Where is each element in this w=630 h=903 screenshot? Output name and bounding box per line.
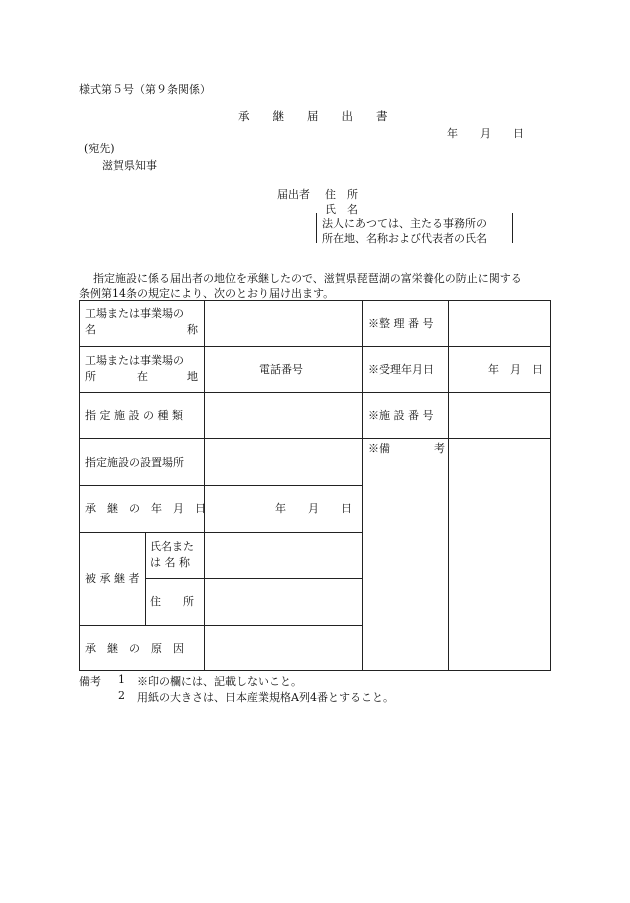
remarks-label: ※備 考	[368, 442, 445, 455]
facility-place-label: 指定施設の設置場所	[85, 456, 184, 469]
corporation-note-line2: 所在地、名称および代表者の氏名	[322, 232, 487, 245]
factory-name-label-1: 工場または事業場の	[85, 307, 184, 320]
facility-number-label: ※施 設 番 号	[368, 409, 434, 422]
reference-number-field[interactable]	[449, 301, 550, 346]
factory-name-label-2b: 称	[187, 323, 198, 336]
note-1-number: 1	[118, 673, 125, 686]
note-2-text: 用紙の大きさは、日本産業規格A列4番とすること。	[137, 691, 394, 704]
factory-name-field[interactable]	[205, 301, 362, 346]
facility-number-field[interactable]	[449, 393, 550, 438]
facility-type-field[interactable]	[205, 393, 362, 438]
succession-form-table	[79, 300, 551, 671]
date-line: 年 月 日	[447, 127, 524, 140]
succession-reason-label: 承 継 の 原 因	[85, 642, 184, 655]
predecessor-name-label-1: 氏名また	[150, 540, 194, 553]
reference-number-label: ※整 理 番 号	[368, 317, 434, 330]
notifier-name-label: 氏 名	[325, 203, 358, 216]
form-number: 様式第５号（第９条関係）	[79, 83, 211, 96]
factory-address-label-2a: 所	[85, 370, 96, 383]
addressee: 滋賀県知事	[102, 159, 157, 172]
predecessor-address-field[interactable]	[205, 579, 362, 625]
receipt-date-label: ※受理年月日	[368, 363, 434, 376]
factory-address-label-2b: 在	[137, 370, 148, 383]
body-text-line1: 指定施設に係る届出者の地位を承継したので、滋賀県琵琶湖の富栄養化の防止に関する	[93, 272, 522, 285]
facility-place-field[interactable]	[205, 439, 362, 485]
succession-date-label: 承 継 の 年 月 日	[85, 502, 206, 515]
predecessor-name-field[interactable]	[205, 533, 362, 578]
succession-date-value: 年 月 日	[275, 502, 352, 515]
predecessor-name-label-2: は 名 称	[150, 556, 190, 569]
factory-name-label-2a: 名	[85, 323, 96, 336]
body-text-line2: 条例第14条の規定により、次のとおり届け出ます。	[79, 287, 335, 300]
phone-number-label: 電話番号	[259, 363, 303, 376]
notes-label: 備考	[79, 675, 101, 688]
notifier-label: 届出者	[277, 188, 310, 201]
note-2-number: 2	[118, 689, 125, 702]
remarks-field[interactable]	[449, 439, 550, 670]
notifier-address-label: 住 所	[325, 188, 358, 201]
facility-type-label: 指 定 施 設 の 種 類	[85, 409, 183, 422]
addressee-label: (宛先)	[84, 142, 115, 155]
predecessor-label: 被 承 継 者	[85, 572, 140, 585]
note-1-text: ※印の欄には、記載しないこと。	[137, 675, 302, 688]
predecessor-address-label: 住 所	[150, 595, 194, 608]
factory-address-label-2c: 地	[187, 370, 198, 383]
factory-address-label-1: 工場または事業場の	[85, 354, 184, 367]
receipt-date-value: 年 月 日	[488, 363, 543, 376]
corporation-note-line1: 法人にあつては、主たる事務所の	[322, 217, 487, 230]
succession-reason-field[interactable]	[205, 626, 362, 670]
page-title: 承 継 届 出 書	[238, 109, 388, 123]
